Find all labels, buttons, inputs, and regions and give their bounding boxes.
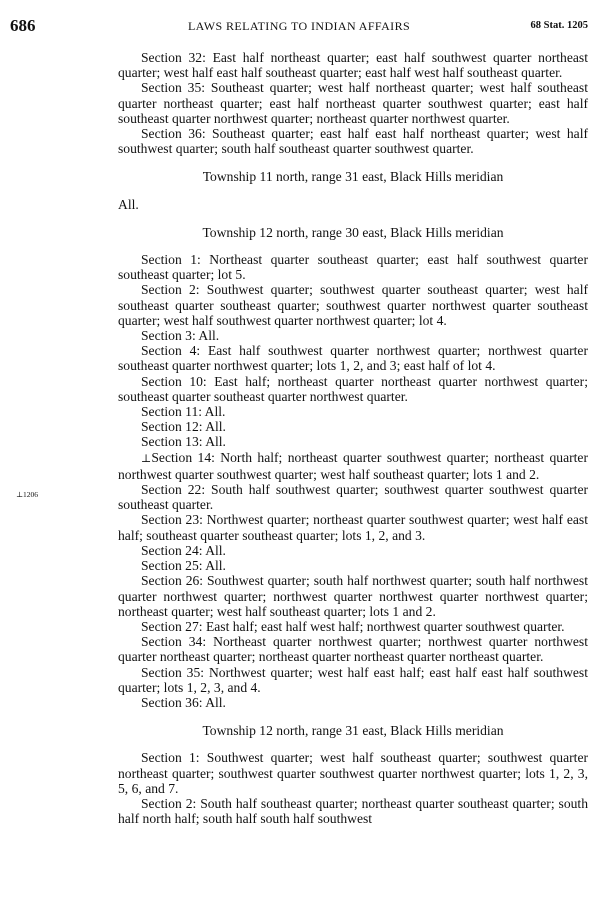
section-paragraph: Section 13: All. bbox=[141, 434, 226, 450]
section-paragraph: Section 36: All. bbox=[141, 694, 226, 710]
section-paragraph: Section 22: South half southwest quarter; southwest quarter southwest quarter southeast quarter. bbox=[118, 482, 588, 513]
section-paragraph: Section 10: East half; northeast quarter northeast quarter northwest quarter; southeast quarter southeast quarter northwest quarter. bbox=[118, 373, 588, 404]
township-heading: Township 12 north, range 31 east, Black Hills meridian bbox=[202, 723, 504, 739]
section-paragraph: Section 35: Northwest quarter; west half east half; east half east half southwest quarter; lots 1, 2, 3, and 4. bbox=[118, 664, 588, 695]
section-paragraph: Section 24: All. bbox=[141, 542, 226, 558]
page-break-marker: ⊥ bbox=[141, 452, 152, 465]
section-paragraph: Section 3: All. bbox=[141, 328, 220, 344]
section-paragraph: Section 36: Southeast quarter; east half east half northeast quarter; west half southwest quarter; south half southeast quarter southwest quarter. bbox=[118, 126, 588, 157]
section-paragraph: Section 26: Southwest quarter; south half northwest quarter; south half northwest quarter northwest quarter; northwest quarter northwest quarter northwest quarter; northeast quarter; west half southeast quarter; lots 1 and 2. bbox=[118, 573, 588, 619]
township-heading: Township 12 north, range 30 east, Black Hills meridian bbox=[202, 224, 504, 240]
section-paragraph: Section 2: Southwest quarter; southwest quarter southeast quarter; west half southeast quarter southeast quarter; southwest quarter northwest quarter southeast quarter; west half southwest quarter northwest quarter; lot 4. bbox=[118, 282, 588, 328]
section-paragraph: Section 32: East half northeast quarter; east half southwest quarter northeast quarter; west half east half southeast quarter; east half west half southeast quarter. bbox=[118, 50, 588, 81]
page-header bbox=[10, 16, 588, 38]
section-paragraph: Section 1: Northeast quarter southeast quarter; east half southwest quarter southeast quarter; lot 5. bbox=[118, 252, 588, 283]
section-paragraph: Section 11: All. bbox=[141, 404, 226, 420]
section-paragraph: Section 1: Southwest quarter; west half southeast quarter; southwest quarter northeast quarter; southwest quarter southwest quarter northwest quarter; lots 1, 2, 3, 5, 6, and 7. bbox=[118, 750, 588, 796]
section-paragraph: Section 4: East half southwest quarter northwest quarter; northwest quarter southeast quarter northwest quarter; lots 1, 2, and 3; east half of lot 4. bbox=[118, 343, 588, 374]
margin-page-marker: ⊥1206 bbox=[16, 490, 39, 499]
section-paragraph: All. bbox=[118, 196, 139, 212]
statute-reference: 68 Stat. 1205 bbox=[530, 20, 588, 31]
document-body bbox=[118, 50, 588, 826]
section-paragraph: Section 23: Northwest quarter; northeast quarter southwest quarter; west half east half; southeast quarter southeast quarter; lots 1, 2, and 3. bbox=[118, 512, 588, 543]
section-paragraph: Section 35: Southeast quarter; west half northeast quarter; west half southeast quarter northeast quarter; east half northeast quarter southwest quarter; east half southeast quarter northwest quarter; northeast quarter northwest quarter. bbox=[118, 80, 588, 126]
section-paragraph: Section 12: All. bbox=[141, 419, 226, 435]
section-paragraph: Section 34: Northeast quarter northwest quarter; northwest quarter northwest quarter northeast quarter; northeast quarter northeast quarter northeast quarter. bbox=[118, 634, 588, 665]
section-paragraph: Section 2: South half southeast quarter; northeast quarter southeast quarter; south half north half; south half south half southwest bbox=[118, 795, 588, 827]
township-heading: Township 11 north, range 31 east, Black Hills meridian bbox=[202, 169, 504, 185]
section-paragraph: Section 27: East half; east half west half; northwest quarter southwest quarter. bbox=[141, 618, 565, 634]
section-paragraph bbox=[118, 450, 588, 482]
page-number: 686 bbox=[10, 16, 36, 35]
running-title: LAWS RELATING TO INDIAN AFFAIRS bbox=[187, 19, 411, 33]
section-text: Section 14: North half; northeast quarter southwest quarter; northeast quarter northwest quarter southwest quarter; west half southeast quarter; lots 1 and 2. bbox=[118, 449, 588, 482]
section-paragraph: Section 25: All. bbox=[141, 558, 226, 574]
